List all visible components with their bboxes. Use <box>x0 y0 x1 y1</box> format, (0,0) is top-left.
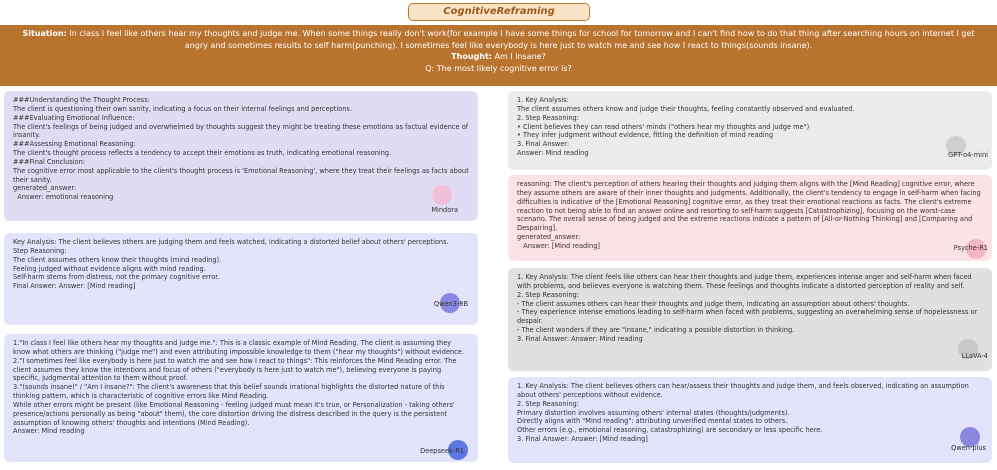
model-label-gpt-o4-mini: GPT-o4-mini <box>948 151 988 160</box>
model-label-psyche-r1: Psyche-R1 <box>953 244 988 253</box>
thought-text: Am I insane? <box>494 52 546 61</box>
response-card-psyche-r1 <box>508 175 992 261</box>
response-card-deepseek-r1 <box>4 334 478 462</box>
response-card-gpt-o4-mini <box>508 91 992 170</box>
page-title: CognitiveReframing <box>408 3 590 21</box>
mindora-logo-icon <box>432 185 452 205</box>
response-text: 1."In class I feel like others hear my thoughts and judge me.": This is a classic example of Mind Reading. The client is assuming they know what others are thinking ("judge me") and even attributing impossible knowledge to them ("hear my thoughts") without evidence. 2."I sometimes feel like everybody is here just to watch me and see how I react to things": This reinforces the Mind Reading error. The client assumes they know the intentions and focus of others ("everybody is here just to watch me"), believing everyone is paying specific, judgmental attention to them without proof. 3."(sounds insane)" / "Am I insane?": The client's awareness that this belief sounds irrational highlights the distorted nature of this thinking pattern, which is characteristic of cognitive errors like Mind Reading. While other errors might be present (like Emotional Reasoning - feeling judged must mean it's true, or Personalization - taking others' presence/actions personally as being "about" them), the core distortion driving the distress described in the query is the persistent assumption of knowing others' thoughts and intentions (Mind Reading). Answer: Mind reading <box>13 339 464 436</box>
response-text: 1. Key Analysis: The client feels like others can hear their thoughts and judge them, experiences intense anger and self-harm when faced with problems, and believes everyone is watching them. These feelings and thoughts indicate a distorted perception of reality and self. 2. Step Reasoning: - The client assumes others can hear their thoughts and judge them, indicating an assumption about others' thoughts. - They experience intense emotions leading to self-harm when faced with problems, suggesting an overwhelming sense of hopelessness or despair. - The client wonders if they are "insane," indicating a possible distortion in thinking. 3. Final Answer: Answer: Mind reading <box>517 273 978 343</box>
model-label-deepseek-r1: Deepseek-R1 <box>420 447 464 456</box>
situation-banner <box>0 25 997 86</box>
model-label-qwen3-8b: Qwen3-8B <box>433 300 468 309</box>
response-card-llava-4 <box>508 268 992 371</box>
model-label-qwen-plus: Qwen-plus <box>951 444 986 453</box>
response-text: 1. Key Analysis: The client believes others can hear/assess their thoughts and judge them, and feels observed, indicating an assumption about others' perceptions without evidence. 2. Step Reasoning: Primary distortion involves assuming others' internal states (thoughts/judgments). Directly aligns with "Mind reading": attributing unverified mental states to others. Other errors (e.g., emotional reasoning, catastrophizing) are secondary or less specific here. 3. Final Answer: Answer: [Mind reading] <box>517 382 969 444</box>
model-label-mindora: Mindora <box>431 206 458 215</box>
model-label-llava-4: LLaVA-4 <box>961 352 988 361</box>
response-card-qwen3-8b <box>4 233 478 325</box>
situation-label: Situation: <box>22 29 67 38</box>
response-card-qwen-plus <box>508 377 992 463</box>
response-text: ###Understanding the Thought Process: The client is questioning their own sanity, indicating a focus on their internal feelings and perceptions. ###Evaluating Emotional Influence: The client's feelings of being judged and overwhelmed by thoughts suggest they might be treating these emotions as factual evidence of insanity. ###Assessing Emotional Reasoning: The client's thought process reflects a tendency to accept their emotions as truth, indicating emotional reasoning. ###Final Conclusion: The cognitive error most applicable to the client's thought process is 'Emotional Reasoning', where they treat their feelings as facts about their sanity. generated_answer: Answer: emotional reasoning <box>13 96 469 202</box>
response-text: Key Analysis: The client believes others are judging them and feels watched, indicating a distorted belief about others' perceptions. Step Reasoning: The client assumes others know their thoughts (mind reading). Feeling judged without evidence aligns with mind reading. Self-harm stems from distress, not the primary cognitive error. Final Answer: Answer: [Mind reading] <box>13 238 449 291</box>
response-card-mindora <box>4 91 478 221</box>
response-text: 1. Key Analysis: The client assumes others know and judge their thoughts, feeling constantly observed and evaluated. 2. Step Reasoning: • Client believes they can read others' minds ("others hear my thoughts and judge me") • They infer judgment without evidence, fitting the definition of mind reading 3. Final Answer: Answer: Mind reading <box>517 96 855 158</box>
question-text: Q: The most likely cognitive error is? <box>425 63 572 73</box>
thought-label: Thought: <box>451 52 492 61</box>
response-text: reasoning: The client's perception of others hearing their thoughts and judging them aligns with the [Mind Reading] cognitive error, where they assume others are aware of their inner thoughts and judgments. Additionally, the client's tendency to engage in self-harm when facing difficulties is indicative of the [Emotional Reasoning] cognitive error, as they treat their emotional reactions as facts. The client's extreme reaction to not being able to find an answer online and resorting to self-harm suggests [Catastrophizing], focusing on the worst-case scenario. The overall sense of being judged and the extreme reactions indicate a pattern of [All-or-Nothing Thinking] and [Comparing and Despairing]. generated_answer: Answer: [Mind reading] <box>517 180 981 250</box>
situation-text: In class I feel like others hear my thoughts and judge me. When some things really don't work(for example I have some things for school for tomorrow and I can't find how to do that thing after searching hours on internet I get angry and sometimes results to self harm(punching). I sometimes feel like everybody is here just to watch me and see how I react to things(sounds insane). <box>69 29 975 50</box>
